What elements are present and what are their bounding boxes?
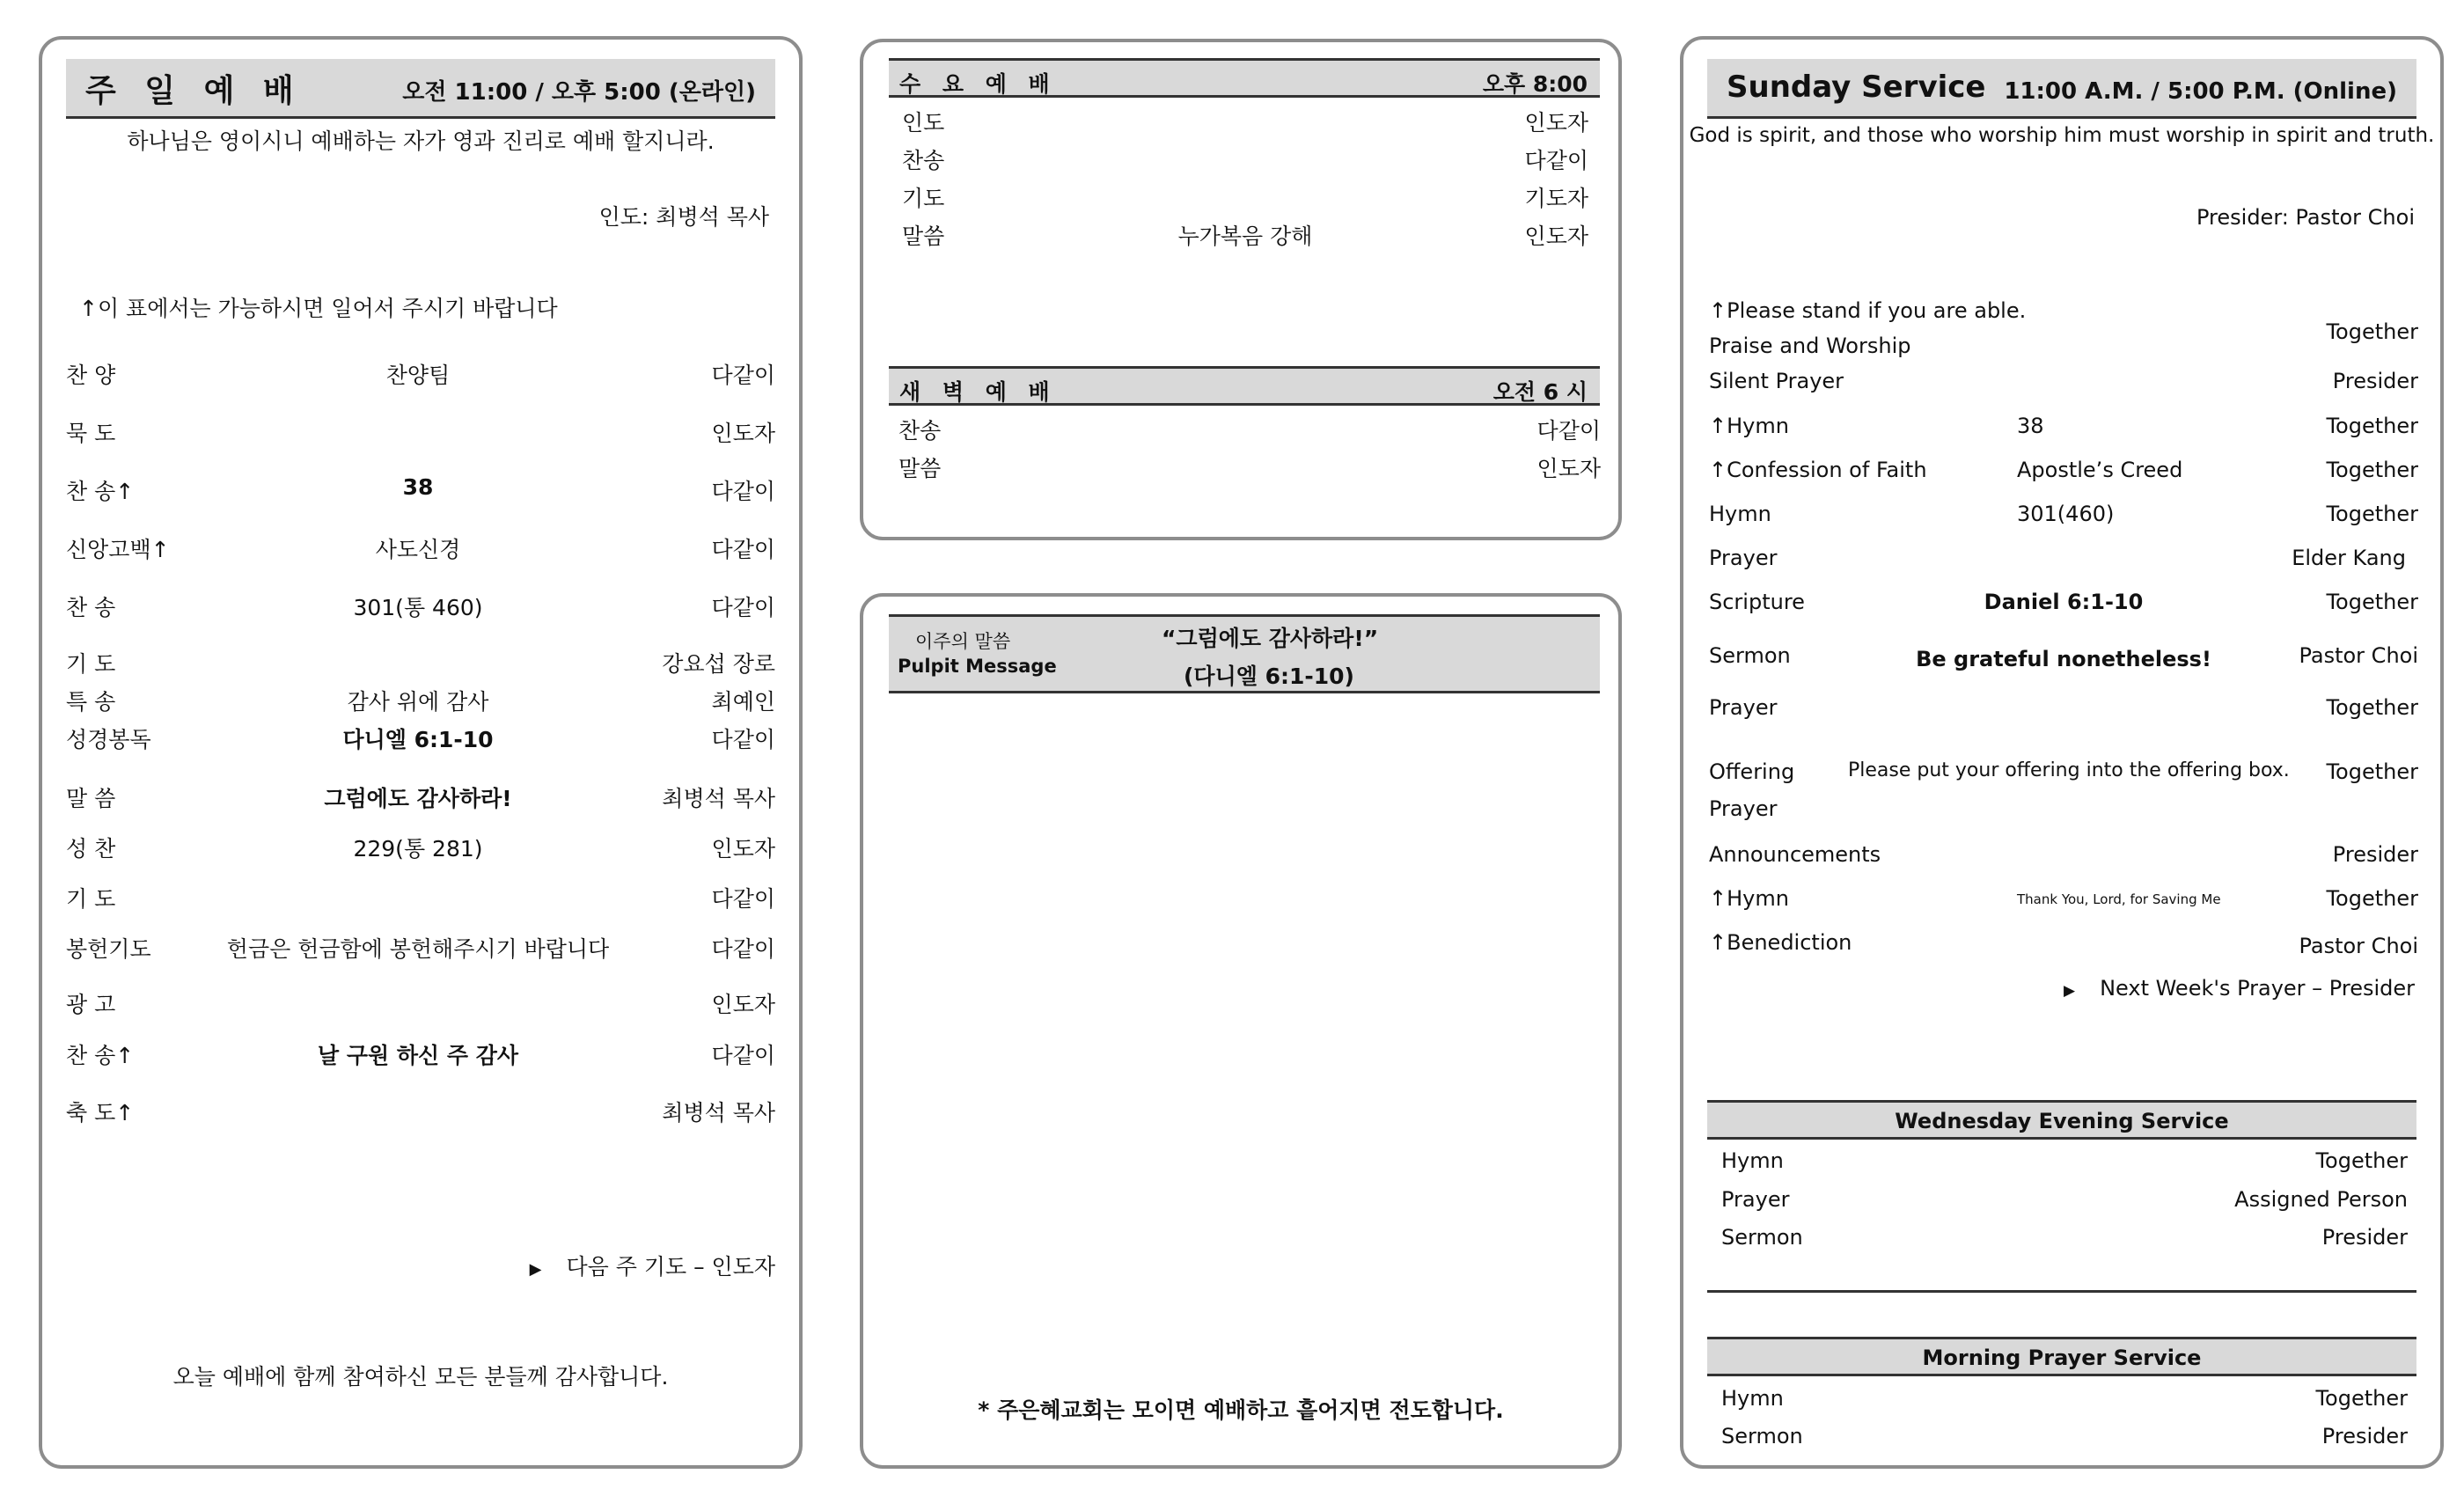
order-item: Scripture [1709,590,1805,614]
order-detail: 301(통 460) [353,595,483,620]
korean-presider: 인도: 최병석 목사 [598,204,769,230]
order-row [66,416,775,451]
order-who: 다같이 [711,936,775,962]
wed-item: 말씀 [902,224,945,249]
english-scripture-quote: God is spirit, and those who worship him must worship in spirit and truth. [1689,124,2435,147]
order-item: ↑Hymn [1709,886,1789,911]
order-item: 봉헌기도 [66,936,151,962]
order-detail: 38 [402,474,434,500]
pulpit-quote: “그럼에도 감사하라!” [1162,626,1379,651]
morning-prayer-title: Morning Prayer Service [1922,1346,2202,1370]
order-who: 인도자 [711,836,775,862]
order-row [66,590,775,626]
order-row [66,532,775,568]
order-row [1709,369,2418,404]
wed-item: Hymn [1721,1148,1784,1173]
korean-sunday-title: 주 일 예 배 [85,73,303,109]
order-row [66,722,775,758]
order-who: Presider [2332,842,2418,867]
wed-item: 기도 [902,186,945,211]
order-item: 찬 송↑ [66,479,135,504]
order-row [1709,695,2418,730]
order-item: Hymn [1709,502,1771,526]
play-triangle-icon: ▶ [529,1260,542,1279]
order-item: Offering [1709,759,1795,784]
order-item: 찬 양 [66,363,116,388]
order-row [1709,458,2418,493]
order-item: Announcements [1709,842,1881,867]
weekday-services-panel [860,39,1622,540]
section-divider [1707,1290,2416,1293]
morning-row [1721,1424,2408,1459]
dawn-who: 다같이 [1536,418,1601,444]
pulpit-label-ko: 이주의 말씀 [915,631,1011,652]
order-row [66,932,775,967]
order-who: 최병석 목사 [662,786,775,811]
dawn-header [889,366,1600,406]
play-triangle-icon: ▶ [2063,982,2076,1000]
order-item: Prayer [1709,695,1778,720]
order-row [1709,319,2418,369]
order-item-line2: Prayer [1709,796,1778,821]
order-row [1709,842,2418,877]
order-row [66,882,775,917]
order-detail: 감사 위에 감사 [347,689,489,715]
order-who: 다같이 [711,727,775,752]
order-who: 인도자 [711,992,775,1017]
order-who: Elder Kang [2292,546,2406,570]
order-who: Together [2326,414,2418,438]
order-row [66,832,775,867]
dawn-row [898,451,1601,487]
order-detail: 찬양팀 [385,363,451,388]
order-who: Presider [2332,369,2418,393]
wednesday-row [902,219,1588,254]
order-detail: 다니엘 6:1-10 [342,727,494,752]
order-row [66,647,775,682]
wednesday-evening-title: Wednesday Evening Service [1895,1109,2229,1133]
order-detail: Thank You, Lord, for Saving Me [2017,891,2221,907]
wed-who: 기도자 [1524,186,1588,211]
church-motto: * 주은혜교회는 모이면 예배하고 흩어지면 전도합니다. [978,1397,1504,1423]
order-row [66,1038,775,1074]
order-who: Pastor Choi [2299,934,2418,958]
morning-item: Hymn [1721,1386,1784,1411]
order-who: 강요섭 장로 [662,651,775,677]
wed-who: Together [2315,1148,2408,1173]
korean-scripture-quote: 하나님은 영이시니 예배하는 자가 영과 진리로 예배 할지니라. [127,128,715,154]
order-item: 찬 송 [66,595,116,620]
order-row [1709,546,2418,581]
english-stand-note: ↑Please stand if you are able. [1709,298,2027,323]
order-who: Together [2326,759,2418,784]
english-sunday-time: 11:00 A.M. / 5:00 P.M. (Online) [2004,78,2397,105]
order-row [1709,414,2418,449]
english-sunday-header [1707,59,2416,119]
order-row [1709,643,2418,678]
dawn-row [898,414,1601,449]
order-row [1709,590,2418,625]
pulpit-reference: (다니엘 6:1-10) [1184,664,1354,689]
order-item: 신앙고백↑ [66,537,170,562]
wednesday-row [1721,1225,2408,1260]
order-detail: Daniel 6:1-10 [1984,590,2144,614]
english-next-week [2064,976,2415,1001]
order-who: Together [2326,502,2418,526]
order-who: Together [2326,458,2418,482]
order-row [66,987,775,1023]
wed-item: 인도 [902,110,945,136]
order-item: 특 송 [66,689,116,715]
order-item: ↑Hymn [1709,414,1789,438]
order-detail: Be grateful nonetheless! [1916,647,2211,671]
english-sunday-title: Sunday Service [1727,70,1986,105]
pulpit-label-en: Pulpit Message [898,656,1057,677]
order-row [1709,930,2418,965]
order-who: 다같이 [711,1043,775,1068]
pulpit-header [889,614,1600,693]
order-detail: 사도신경 [375,537,461,562]
dawn-title: 새 벽 예 배 [899,379,1057,405]
wednesday-row [902,106,1588,141]
order-row [66,781,775,817]
english-presider: Presider: Pastor Choi [2196,205,2415,230]
korean-sunday-header [66,59,775,119]
order-row [1709,759,2418,830]
wed-who: 인도자 [1524,110,1588,136]
dawn-who: 인도자 [1536,456,1601,481]
order-who: 인도자 [711,421,775,446]
order-detail: 그럼에도 감사하라! [324,786,512,811]
morning-item: Sermon [1721,1424,1803,1448]
order-item: ↑Benediction [1709,930,1852,955]
order-who: Together [2326,695,2418,720]
order-detail: 38 [2017,414,2044,438]
order-row [1709,502,2418,537]
korean-next-week [530,1250,775,1281]
morning-who: Together [2315,1386,2408,1411]
order-item: 기 도 [66,651,116,677]
order-who: Together [2326,590,2418,614]
order-detail: 헌금은 헌금함에 봉헌해주시기 바랍니다 [226,936,610,962]
wed-item: Prayer [1721,1187,1790,1212]
order-detail: Apostle’s Creed [2017,458,2183,482]
next-week-text: Next Week's Prayer – Presider [2100,976,2415,1001]
order-row [1709,886,2418,921]
next-week-text: 다음 주 기도 – 인도자 [566,1254,775,1280]
wed-item: Sermon [1721,1225,1803,1250]
wednesday-header [889,58,1600,98]
dawn-item: 찬송 [898,418,942,444]
order-who: Pastor Choi [2299,643,2418,668]
wednesday-row [902,143,1588,179]
order-who: 다같이 [711,886,775,912]
order-who: 다같이 [711,363,775,388]
order-item: Sermon [1709,643,1791,668]
order-detail: 301(460) [2017,502,2115,526]
morning-who: Presider [2321,1424,2408,1448]
order-item: 성경봉독 [66,727,151,752]
morning-prayer-header [1707,1337,2416,1376]
korean-stand-note: ↑이 표에서는 가능하시면 일어서 주시기 바랍니다 [79,296,558,321]
wed-item: 찬송 [902,148,945,173]
order-who: 다같이 [711,537,775,562]
wed-detail: 누가복음 강해 [1177,224,1313,249]
wednesday-title: 수 요 예 배 [899,71,1057,97]
order-detail: 날 구원 하신 주 감사 [317,1043,518,1068]
order-who: Together [2326,886,2418,911]
wednesday-row [1721,1148,2408,1184]
order-row [66,1096,775,1131]
wednesday-time: 오후 8:00 [1482,71,1588,97]
order-item: 찬 송↑ [66,1043,135,1068]
korean-sunday-time: 오전 11:00 / 오후 5:00 (온라인) [402,79,756,106]
order-who: 다같이 [711,479,775,504]
order-item: Silent Prayer [1709,369,1844,393]
order-row [66,685,775,720]
order-who: 다같이 [711,595,775,620]
korean-thanks: 오늘 예배에 함께 참여하신 모든 분들께 감사합니다. [172,1364,669,1390]
order-who: 최예인 [711,689,775,715]
order-item: Prayer [1709,546,1778,570]
order-row [66,474,775,510]
order-item: 묵 도 [66,421,116,446]
order-who: 최병석 목사 [662,1100,775,1126]
order-item: 축 도↑ [66,1100,135,1126]
english-sunday-panel [1680,36,2444,1469]
wednesday-evening-header [1707,1100,2416,1140]
wednesday-row [1721,1187,2408,1222]
wed-who: Presider [2321,1225,2408,1250]
order-item: 광 고 [66,992,116,1017]
dawn-time: 오전 6 시 [1492,379,1588,405]
order-item: ↑Confession of Faith [1709,458,1927,482]
wed-who: Assigned Person [2234,1187,2408,1212]
wed-who: 인도자 [1524,224,1588,249]
wed-who: 다같이 [1524,148,1588,173]
korean-sunday-panel [39,36,803,1469]
order-item: 기 도 [66,886,116,912]
order-who: Together [2326,319,2418,344]
order-row [66,358,775,393]
order-item: 말 씀 [66,786,116,811]
wednesday-row [902,181,1588,216]
order-item: 성 찬 [66,836,116,862]
order-detail: 229(통 281) [353,836,483,862]
pulpit-message-panel [860,593,1622,1469]
order-detail: Please put your offering into the offering box. [1848,759,2290,781]
morning-row [1721,1386,2408,1421]
order-item: Praise and Worship [1709,334,1911,358]
dawn-item: 말씀 [898,456,942,481]
